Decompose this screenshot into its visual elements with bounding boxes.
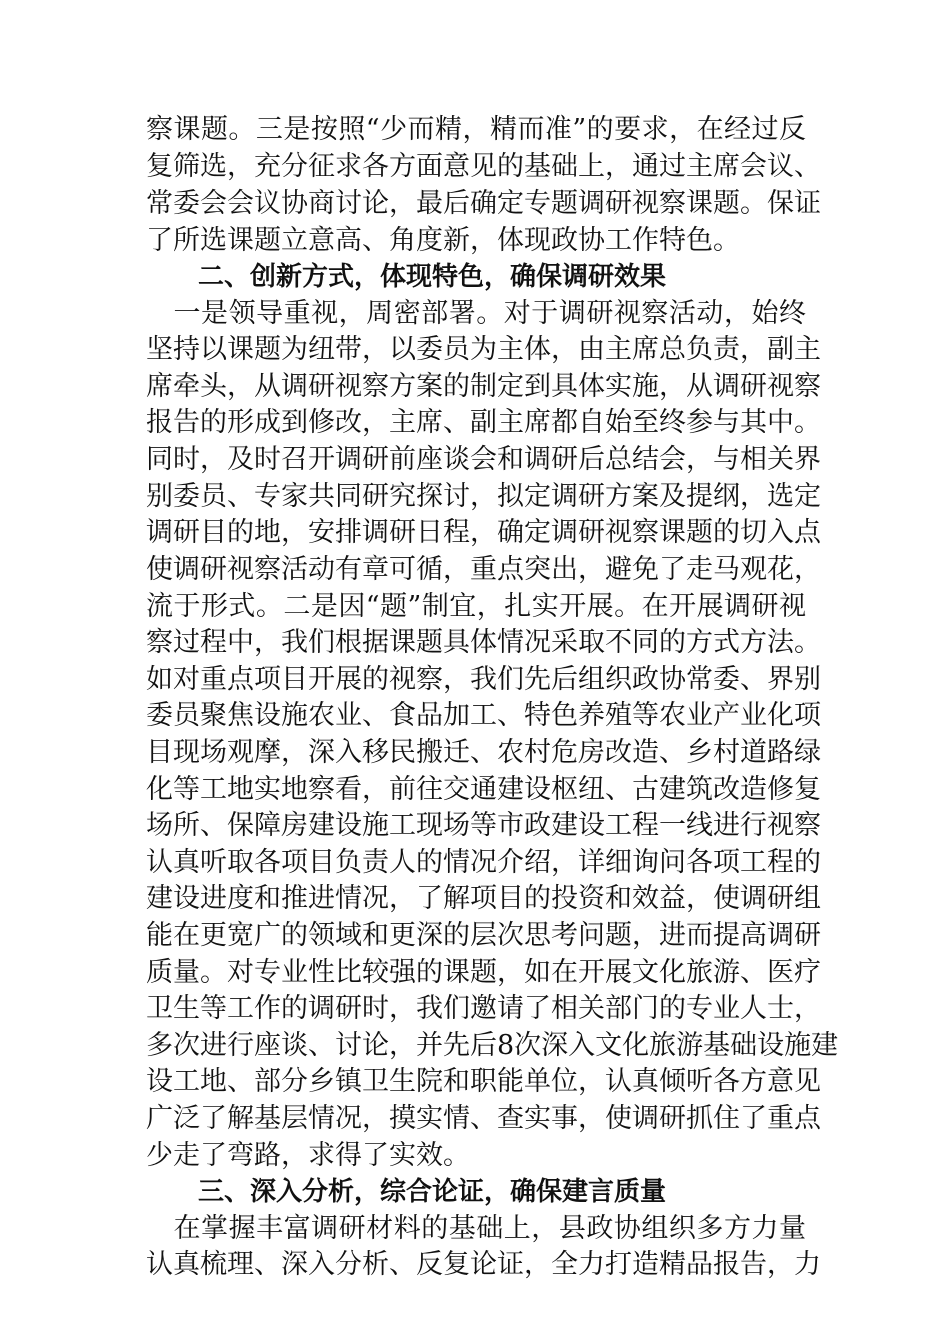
- text-line: 察过程中，我们根据课题具体情况采取不同的方式方法。: [146, 627, 821, 658]
- text-line: 委员聚焦设施农业、食品加工、特色养殖等农业产业化项: [146, 700, 821, 731]
- text-line: 坚持以课题为纽带，以委员为主体，由主席总负责，副主: [146, 334, 821, 365]
- text-line: 使调研视察活动有章可循，重点突出，避免了走马观花，: [146, 554, 821, 585]
- text-line: 认真听取各项目负责人的情况介绍，详细询问各项工程的: [146, 847, 821, 878]
- text-line: 一是领导重视，周密部署。对于调研视察活动，始终: [146, 298, 806, 329]
- text-line: 常委会会议协商讨论，最后确定专题调研视察课题。保证: [146, 188, 821, 219]
- text-line: 建设进度和推进情况，了解项目的投资和效益，使调研组: [146, 883, 821, 914]
- text-line: 化等工地实地察看，前往交通建设枢纽、古建筑改造修复: [146, 774, 821, 805]
- text-line: 广泛了解基层情况，摸实情、查实事，使调研抓住了重点: [146, 1103, 821, 1134]
- section-heading: 三、深入分析，综合论证，确保建言质量: [198, 1177, 667, 1207]
- text-line: 认真梳理、深入分析、反复论证，全力打造精品报告，力: [146, 1249, 821, 1280]
- text-line: 在掌握丰富调研材料的基础上，县政协组织多方力量: [146, 1213, 806, 1244]
- text-line: 场所、保障房建设施工现场等市政建设工程一线进行视察: [146, 810, 821, 841]
- text-line: 别委员、专家共同研究探讨，拟定调研方案及提纲，选定: [146, 481, 821, 512]
- text-line: 席牵头，从调研视察方案的制定到具体实施，从调研视察: [146, 371, 821, 402]
- text-line: 了所选课题立意高、角度新，体现政协工作特色。: [146, 225, 740, 256]
- text-line: 调研目的地，安排调研日程，确定调研视察课题的切入点: [146, 517, 821, 548]
- text-line: 能在更宽广的领域和更深的层次思考问题，进而提高调研: [146, 920, 821, 951]
- text-line: 如对重点项目开展的视察，我们先后组织政协常委、界别: [146, 664, 821, 695]
- text-line: 卫生等工作的调研时，我们邀请了相关部门的专业人士，: [146, 993, 821, 1024]
- text-line: 质量。对专业性比较强的课题，如在开展文化旅游、医疗: [146, 957, 821, 988]
- text-line: 同时，及时召开调研前座谈会和调研后总结会，与相关界: [146, 444, 821, 475]
- text-line: 设工地、部分乡镇卫生院和职能单位，认真倾听各方意见: [146, 1066, 821, 1097]
- text-line: 复筛选，充分征求各方面意见的基础上，通过主席会议、: [146, 151, 821, 182]
- section-heading: 二、创新方式，体现特色，确保调研效果: [198, 262, 667, 292]
- text-line: 少走了弯路，求得了实效。: [146, 1140, 470, 1171]
- text-line: 察课题。三是按照“少而精，精而准”的要求，在经过反: [146, 114, 806, 145]
- text-line: 目现场观摩，深入移民搬迁、农村危房改造、乡村道路绿: [146, 737, 821, 768]
- text-line: 报告的形成到修改，主席、副主席都自始至终参与其中。: [146, 407, 821, 438]
- text-line: 多次进行座谈、讨论，并先后8次深入文化旅游基础设施建: [146, 1030, 839, 1061]
- text-line: 流于形式。二是因“题”制宜，扎实开展。在开展调研视: [146, 591, 806, 622]
